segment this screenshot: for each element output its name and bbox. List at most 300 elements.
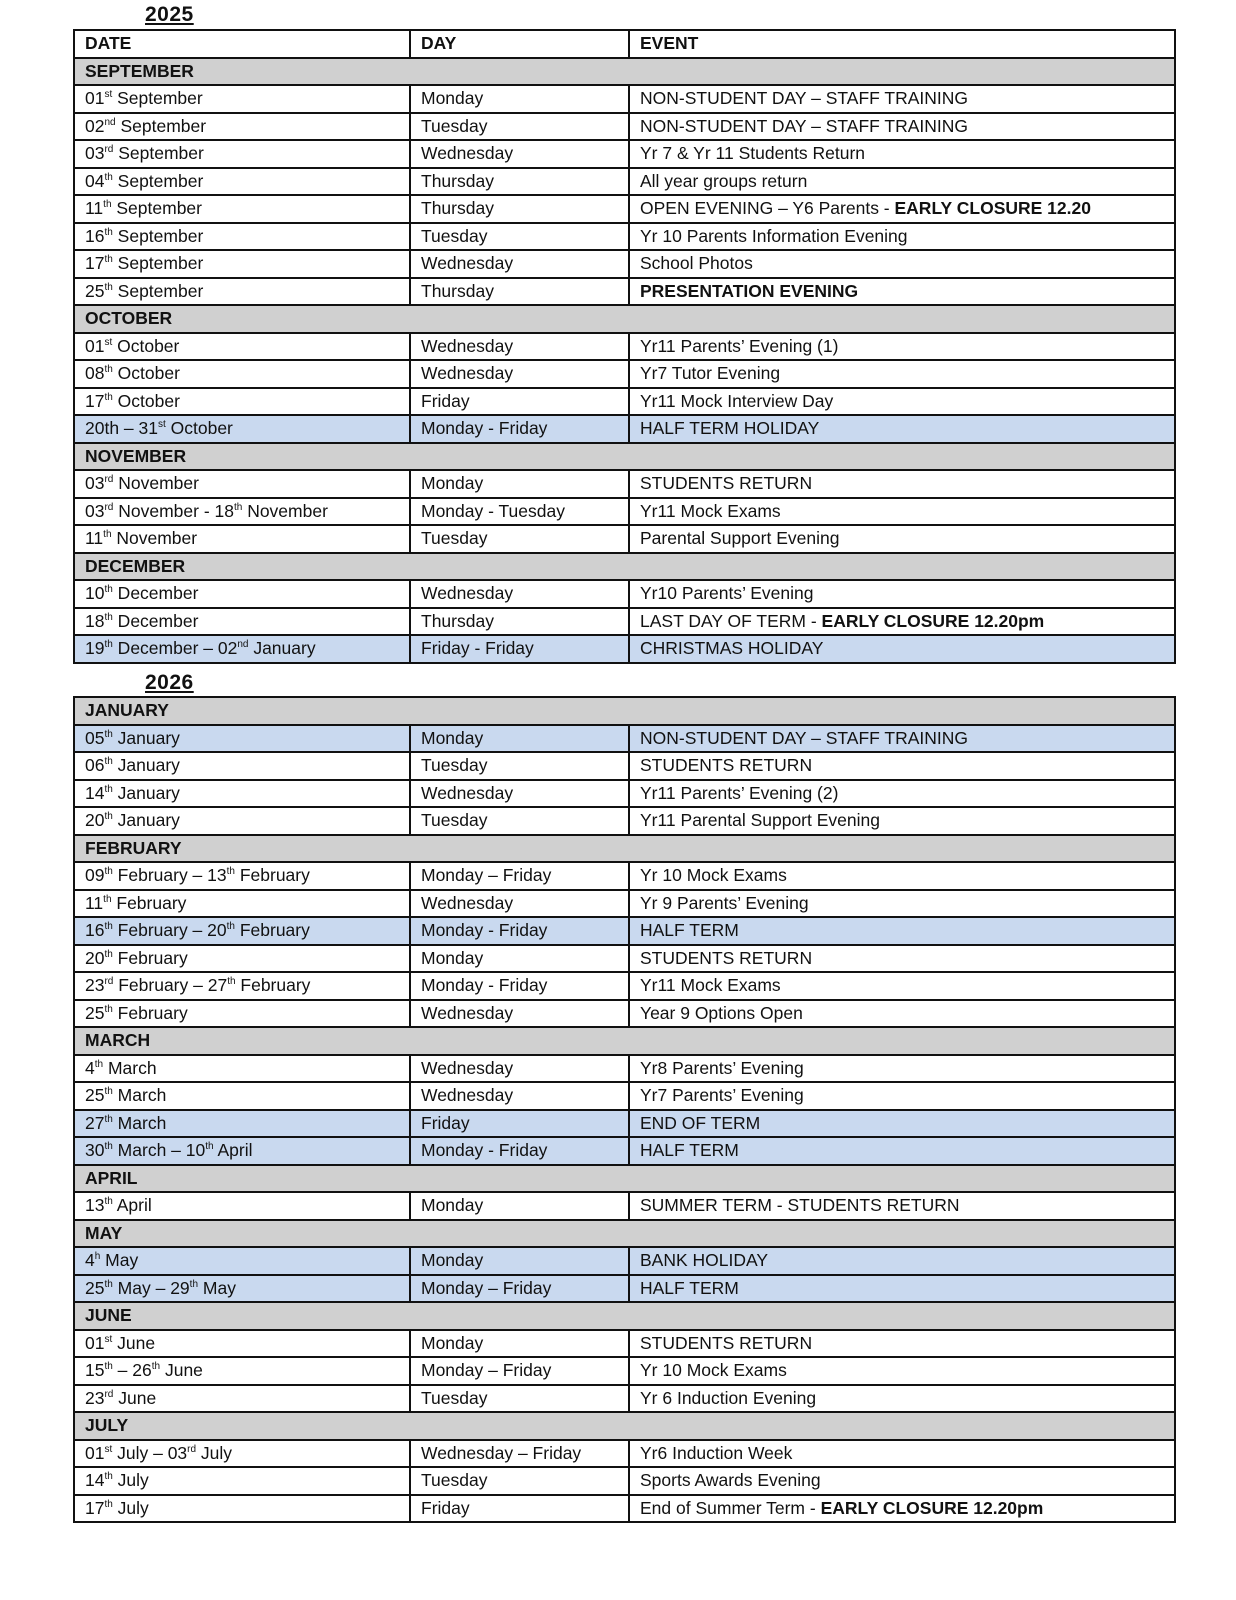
text-run: 11 <box>85 198 104 219</box>
date-cell <box>74 1330 410 1358</box>
ordinal-suffix: th <box>226 921 235 933</box>
text-run: 03 <box>85 143 105 164</box>
ordinal-suffix: th <box>227 976 236 988</box>
date-cell <box>74 1192 410 1220</box>
day-cell: Wednesday <box>410 890 629 918</box>
ordinal-suffix: th <box>104 1498 113 1510</box>
text-run: 25 <box>85 1277 105 1298</box>
table-row <box>74 1385 1175 1413</box>
date-cell <box>74 608 410 636</box>
table-row <box>74 1000 1175 1028</box>
text-run: September <box>113 143 204 164</box>
text-run: 15 <box>85 1360 105 1381</box>
text-run: February <box>112 1002 188 1023</box>
ordinal-suffix: st <box>157 419 166 431</box>
date-cell <box>74 113 410 141</box>
day-cell: Wednesday <box>410 580 629 608</box>
event-cell <box>629 223 1175 251</box>
date-cell <box>74 1385 410 1413</box>
event-cell <box>629 1275 1175 1303</box>
ordinal-suffix: rd <box>104 976 114 988</box>
day-cell: Monday <box>410 945 629 973</box>
table-row <box>74 580 1175 608</box>
ordinal-suffix: th <box>104 1003 113 1015</box>
text-run: February <box>235 975 311 996</box>
text-run: Yr11 Mock Exams <box>640 975 781 996</box>
text-run: Yr 6 Induction Evening <box>640 1387 817 1408</box>
date-cell <box>74 1495 410 1523</box>
text-run: Yr10 Parents’ Evening <box>640 583 814 604</box>
text-run: 03 <box>85 500 105 521</box>
day-cell: Thursday <box>410 168 629 196</box>
ordinal-suffix: th <box>104 171 113 183</box>
day-cell: Monday <box>410 1192 629 1220</box>
text-run: Yr 10 Parents Information Evening <box>640 225 908 246</box>
text-run: January <box>112 727 180 748</box>
day-cell: Friday <box>410 388 629 416</box>
day-cell: Friday <box>410 1110 629 1138</box>
table-row <box>74 470 1175 498</box>
day-cell: Monday – Friday <box>410 1357 629 1385</box>
day-cell: Monday <box>410 1247 629 1275</box>
text-run: Yr11 Mock Exams <box>640 500 781 521</box>
text-run: 30 <box>85 1140 105 1161</box>
text-run: End of Summer Term - <box>640 1497 821 1518</box>
text-run: 10 <box>85 583 105 604</box>
day-cell: Monday – Friday <box>410 862 629 890</box>
text-run: September <box>112 170 204 191</box>
day-cell: Monday - Friday <box>410 972 629 1000</box>
date-cell <box>74 1440 410 1468</box>
ordinal-suffix: th <box>151 1361 161 1373</box>
text-run: Yr8 Parents’ Evening <box>640 1057 804 1078</box>
ordinal-suffix: th <box>104 639 113 651</box>
text-run: 4 <box>85 1057 95 1078</box>
text-run: Yr 7 & Yr 11 Students Return <box>640 143 866 164</box>
month-row-january <box>74 697 1175 725</box>
text-run: STUDENTS RETURN <box>640 1332 813 1353</box>
month-label: MARCH <box>74 1027 1175 1055</box>
month-label: APRIL <box>74 1165 1175 1193</box>
text-run: STUDENTS RETURN <box>640 473 813 494</box>
text-run: 02 <box>85 115 105 136</box>
ordinal-suffix: th <box>104 391 113 403</box>
text-run: 4 <box>85 1250 95 1271</box>
text-run: 17 <box>85 390 105 411</box>
text-run: October <box>165 418 233 439</box>
table-row <box>74 250 1175 278</box>
table-row <box>74 278 1175 306</box>
ordinal-suffix: th <box>104 281 113 293</box>
text-run: April <box>213 1140 253 1161</box>
text-run: March <box>112 1112 167 1133</box>
text-run: September <box>111 198 202 219</box>
year-heading-2025: 2025 <box>145 3 194 26</box>
ordinal-suffix: rd <box>104 1388 114 1400</box>
date-cell <box>74 140 410 168</box>
text-run: HALF TERM <box>640 1140 739 1161</box>
day-cell: Tuesday <box>410 752 629 780</box>
text-run: 11 <box>85 528 104 549</box>
ordinal-suffix: th <box>233 501 243 513</box>
bold-text: PRESENTATION EVENING <box>640 280 859 301</box>
text-run: 01 <box>85 1332 105 1353</box>
day-cell: Wednesday – Friday <box>410 1440 629 1468</box>
ordinal-suffix: th <box>205 1141 214 1153</box>
day-cell: Wednesday <box>410 333 629 361</box>
bold-text: EARLY CLOSURE 12.20 <box>894 198 1091 219</box>
table-row <box>74 1357 1175 1385</box>
date-cell <box>74 278 410 306</box>
event-cell <box>629 250 1175 278</box>
text-run: April <box>112 1195 152 1216</box>
table-row <box>74 1330 1175 1358</box>
day-cell: Monday - Tuesday <box>410 498 629 526</box>
event-cell <box>629 168 1175 196</box>
ordinal-suffix: th <box>104 611 113 623</box>
day-cell: Wednesday <box>410 1082 629 1110</box>
ordinal-suffix: th <box>104 364 113 376</box>
text-run: May <box>198 1277 236 1298</box>
text-run: March – 10 <box>112 1140 206 1161</box>
day-cell: Tuesday <box>410 1467 629 1495</box>
month-label: DECEMBER <box>74 553 1175 581</box>
ordinal-suffix: st <box>104 1443 113 1455</box>
text-run: October <box>112 390 180 411</box>
ordinal-suffix: th <box>226 866 235 878</box>
text-run: Yr6 Induction Week <box>640 1442 793 1463</box>
ordinal-suffix: h <box>94 1251 101 1263</box>
bold-text: EARLY CLOSURE 12.20pm <box>821 610 1045 631</box>
date-cell <box>74 525 410 553</box>
table-row <box>74 113 1175 141</box>
date-cell <box>74 1082 410 1110</box>
event-cell <box>629 780 1175 808</box>
text-run: END OF TERM <box>640 1112 761 1133</box>
day-cell: Wednesday <box>410 360 629 388</box>
text-run: 01 <box>85 1442 105 1463</box>
text-run: 19 <box>85 638 105 659</box>
event-cell <box>629 608 1175 636</box>
event-cell <box>629 807 1175 835</box>
table-row <box>74 862 1175 890</box>
table-row <box>74 972 1175 1000</box>
text-run: November <box>111 528 198 549</box>
table-row <box>74 223 1175 251</box>
day-cell: Monday <box>410 470 629 498</box>
text-run: November <box>113 473 199 494</box>
text-run: February – 27 <box>113 975 228 996</box>
header-day: DAY <box>410 30 629 58</box>
text-run: OPEN EVENING – Y6 Parents - <box>640 198 895 219</box>
text-run: Yr 10 Mock Exams <box>640 865 787 886</box>
text-run: STUDENTS RETURN <box>640 755 813 776</box>
text-run: December <box>112 583 199 604</box>
text-run: Yr 9 Parents’ Evening <box>640 892 809 913</box>
table-row <box>74 725 1175 753</box>
month-label: SEPTEMBER <box>74 58 1175 86</box>
text-run: September <box>115 115 207 136</box>
day-cell: Monday - Friday <box>410 415 629 443</box>
ordinal-suffix: st <box>104 89 113 101</box>
ordinal-suffix: th <box>104 811 113 823</box>
text-run: 01 <box>85 88 105 109</box>
ordinal-suffix: th <box>189 1278 199 1290</box>
text-run: 13 <box>85 1195 105 1216</box>
event-cell <box>629 1137 1175 1165</box>
event-cell <box>629 1330 1175 1358</box>
text-run: 05 <box>85 727 105 748</box>
event-cell <box>629 1495 1175 1523</box>
ordinal-suffix: th <box>104 1361 113 1373</box>
table-row <box>74 635 1175 663</box>
text-run: May – 29 <box>112 1277 190 1298</box>
ordinal-suffix: th <box>104 1471 113 1483</box>
day-cell: Tuesday <box>410 525 629 553</box>
day-cell: Monday - Friday <box>410 1137 629 1165</box>
ordinal-suffix: th <box>104 728 113 740</box>
date-cell <box>74 223 410 251</box>
text-run: 25 <box>85 1002 105 1023</box>
text-run: Yr7 Parents’ Evening <box>640 1085 804 1106</box>
text-run: February <box>234 920 310 941</box>
text-run: Yr11 Mock Interview Day <box>640 390 834 411</box>
event-cell <box>629 580 1175 608</box>
event-cell <box>629 725 1175 753</box>
text-run: 25 <box>85 1085 105 1106</box>
table-row <box>74 498 1175 526</box>
text-run: September <box>112 88 203 109</box>
ordinal-suffix: nd <box>237 639 249 651</box>
month-row-march <box>74 1027 1175 1055</box>
day-cell: Friday - Friday <box>410 635 629 663</box>
ordinal-suffix: th <box>104 1086 113 1098</box>
ordinal-suffix: th <box>103 529 112 541</box>
ordinal-suffix: th <box>104 584 113 596</box>
date-cell <box>74 580 410 608</box>
text-run: February <box>111 892 187 913</box>
ordinal-suffix: th <box>104 921 113 933</box>
date-cell <box>74 1110 410 1138</box>
text-run: HALF TERM HOLIDAY <box>640 418 820 439</box>
table-row <box>74 945 1175 973</box>
date-cell <box>74 1000 410 1028</box>
text-run: 14 <box>85 1470 105 1491</box>
month-label: MAY <box>74 1220 1175 1248</box>
ordinal-suffix: rd <box>187 1443 197 1455</box>
table-row <box>74 415 1175 443</box>
date-cell <box>74 945 410 973</box>
text-run: NON-STUDENT DAY – STAFF TRAINING <box>640 88 968 109</box>
ordinal-suffix: th <box>94 1058 104 1070</box>
date-cell <box>74 972 410 1000</box>
table-row <box>74 388 1175 416</box>
date-cell <box>74 752 410 780</box>
event-cell <box>629 113 1175 141</box>
month-label: OCTOBER <box>74 305 1175 333</box>
event-cell <box>629 917 1175 945</box>
date-cell <box>74 1467 410 1495</box>
text-run: 23 <box>85 975 105 996</box>
text-run: February – 13 <box>112 865 227 886</box>
text-run: 08 <box>85 363 105 384</box>
text-run: 16 <box>85 920 105 941</box>
date-cell <box>74 1275 410 1303</box>
date-cell <box>74 470 410 498</box>
date-cell <box>74 725 410 753</box>
month-label: JUNE <box>74 1302 1175 1330</box>
date-cell <box>74 807 410 835</box>
day-cell: Monday <box>410 725 629 753</box>
text-run: SUMMER TERM - STUDENTS RETURN <box>640 1195 960 1216</box>
day-cell: Thursday <box>410 195 629 223</box>
event-cell <box>629 1357 1175 1385</box>
day-cell: Monday <box>410 85 629 113</box>
month-row-may <box>74 1220 1175 1248</box>
ordinal-suffix: th <box>103 199 112 211</box>
text-run: July <box>112 1470 149 1491</box>
text-run: July – 03 <box>112 1442 188 1463</box>
date-cell <box>74 498 410 526</box>
text-run: Yr11 Parental Support Evening <box>640 810 880 831</box>
date-cell <box>74 360 410 388</box>
table-row <box>74 1495 1175 1523</box>
event-cell <box>629 752 1175 780</box>
text-run: 01 <box>85 335 105 356</box>
text-run: September <box>112 225 204 246</box>
date-cell <box>74 195 410 223</box>
text-run: BANK HOLIDAY <box>640 1250 769 1271</box>
year-heading-2026: 2026 <box>145 671 194 694</box>
text-run: January <box>112 810 180 831</box>
event-cell <box>629 1192 1175 1220</box>
date-cell <box>74 388 410 416</box>
date-cell <box>74 168 410 196</box>
ordinal-suffix: th <box>104 866 113 878</box>
text-run: 09 <box>85 865 105 886</box>
table-row <box>74 608 1175 636</box>
month-row-april <box>74 1165 1175 1193</box>
event-cell <box>629 1385 1175 1413</box>
ordinal-suffix: th <box>104 226 113 238</box>
day-cell: Wednesday <box>410 1055 629 1083</box>
text-run: HALF TERM <box>640 1277 739 1298</box>
text-run: July <box>112 1497 149 1518</box>
text-run: Year 9 Options Open <box>640 1002 803 1023</box>
text-run: HALF TERM <box>640 920 739 941</box>
month-label: JANUARY <box>74 697 1175 725</box>
ordinal-suffix: rd <box>104 144 114 156</box>
ordinal-suffix: th <box>104 1278 113 1290</box>
event-cell <box>629 1110 1175 1138</box>
text-run: September <box>112 280 204 301</box>
month-row-december <box>74 553 1175 581</box>
table-row <box>74 168 1175 196</box>
text-run: December <box>112 610 199 631</box>
event-cell <box>629 972 1175 1000</box>
table-row <box>74 1082 1175 1110</box>
text-run: 16 <box>85 225 105 246</box>
day-cell: Wednesday <box>410 250 629 278</box>
text-run: November - 18 <box>113 500 234 521</box>
day-cell: Tuesday <box>410 223 629 251</box>
event-cell <box>629 470 1175 498</box>
date-cell <box>74 1247 410 1275</box>
text-run: 03 <box>85 473 105 494</box>
event-cell <box>629 890 1175 918</box>
text-run: 17 <box>85 253 105 274</box>
text-run: June <box>160 1360 203 1381</box>
text-run: January <box>248 638 316 659</box>
month-row-october <box>74 305 1175 333</box>
day-cell: Wednesday <box>410 780 629 808</box>
event-cell <box>629 415 1175 443</box>
event-cell <box>629 195 1175 223</box>
day-cell: Tuesday <box>410 113 629 141</box>
month-row-june <box>74 1302 1175 1330</box>
month-row-november <box>74 443 1175 471</box>
ordinal-suffix: th <box>104 1196 113 1208</box>
month-label: JULY <box>74 1412 1175 1440</box>
ordinal-suffix: th <box>104 948 113 960</box>
header-date: DATE <box>74 30 410 58</box>
month-row-september <box>74 58 1175 86</box>
text-run: Yr 10 Mock Exams <box>640 1360 787 1381</box>
text-run: October <box>112 363 180 384</box>
text-run: Yr11 Parents’ Evening (1) <box>640 335 839 356</box>
date-cell <box>74 780 410 808</box>
table-row <box>74 1110 1175 1138</box>
ordinal-suffix: rd <box>104 501 114 513</box>
day-cell: Wednesday <box>410 1000 629 1028</box>
event-cell <box>629 945 1175 973</box>
text-run: 25 <box>85 280 105 301</box>
event-cell <box>629 525 1175 553</box>
text-run: LAST DAY OF TERM - <box>640 610 822 631</box>
text-run: January <box>112 782 180 803</box>
date-cell <box>74 635 410 663</box>
table-row <box>74 140 1175 168</box>
ordinal-suffix: st <box>104 336 113 348</box>
table-row <box>74 1467 1175 1495</box>
day-cell: Monday – Friday <box>410 1275 629 1303</box>
text-run: NON-STUDENT DAY – STAFF TRAINING <box>640 115 968 136</box>
event-cell <box>629 278 1175 306</box>
text-run: All year groups return <box>640 170 808 191</box>
date-cell <box>74 917 410 945</box>
day-cell: Monday <box>410 1330 629 1358</box>
date-cell <box>74 333 410 361</box>
text-run: School Photos <box>640 253 753 274</box>
ordinal-suffix: th <box>104 254 113 266</box>
event-cell <box>629 1000 1175 1028</box>
table-row <box>74 1137 1175 1165</box>
event-cell <box>629 333 1175 361</box>
text-run: February <box>112 947 188 968</box>
table-row <box>74 1247 1175 1275</box>
month-label: NOVEMBER <box>74 443 1175 471</box>
table-row <box>74 360 1175 388</box>
ordinal-suffix: th <box>104 783 113 795</box>
table-row <box>74 195 1175 223</box>
ordinal-suffix: rd <box>104 474 114 486</box>
text-run: 11 <box>85 892 104 913</box>
text-run: 20 <box>85 947 105 968</box>
text-run: January <box>112 755 180 776</box>
date-cell <box>74 862 410 890</box>
date-cell <box>74 250 410 278</box>
text-run: 04 <box>85 170 105 191</box>
